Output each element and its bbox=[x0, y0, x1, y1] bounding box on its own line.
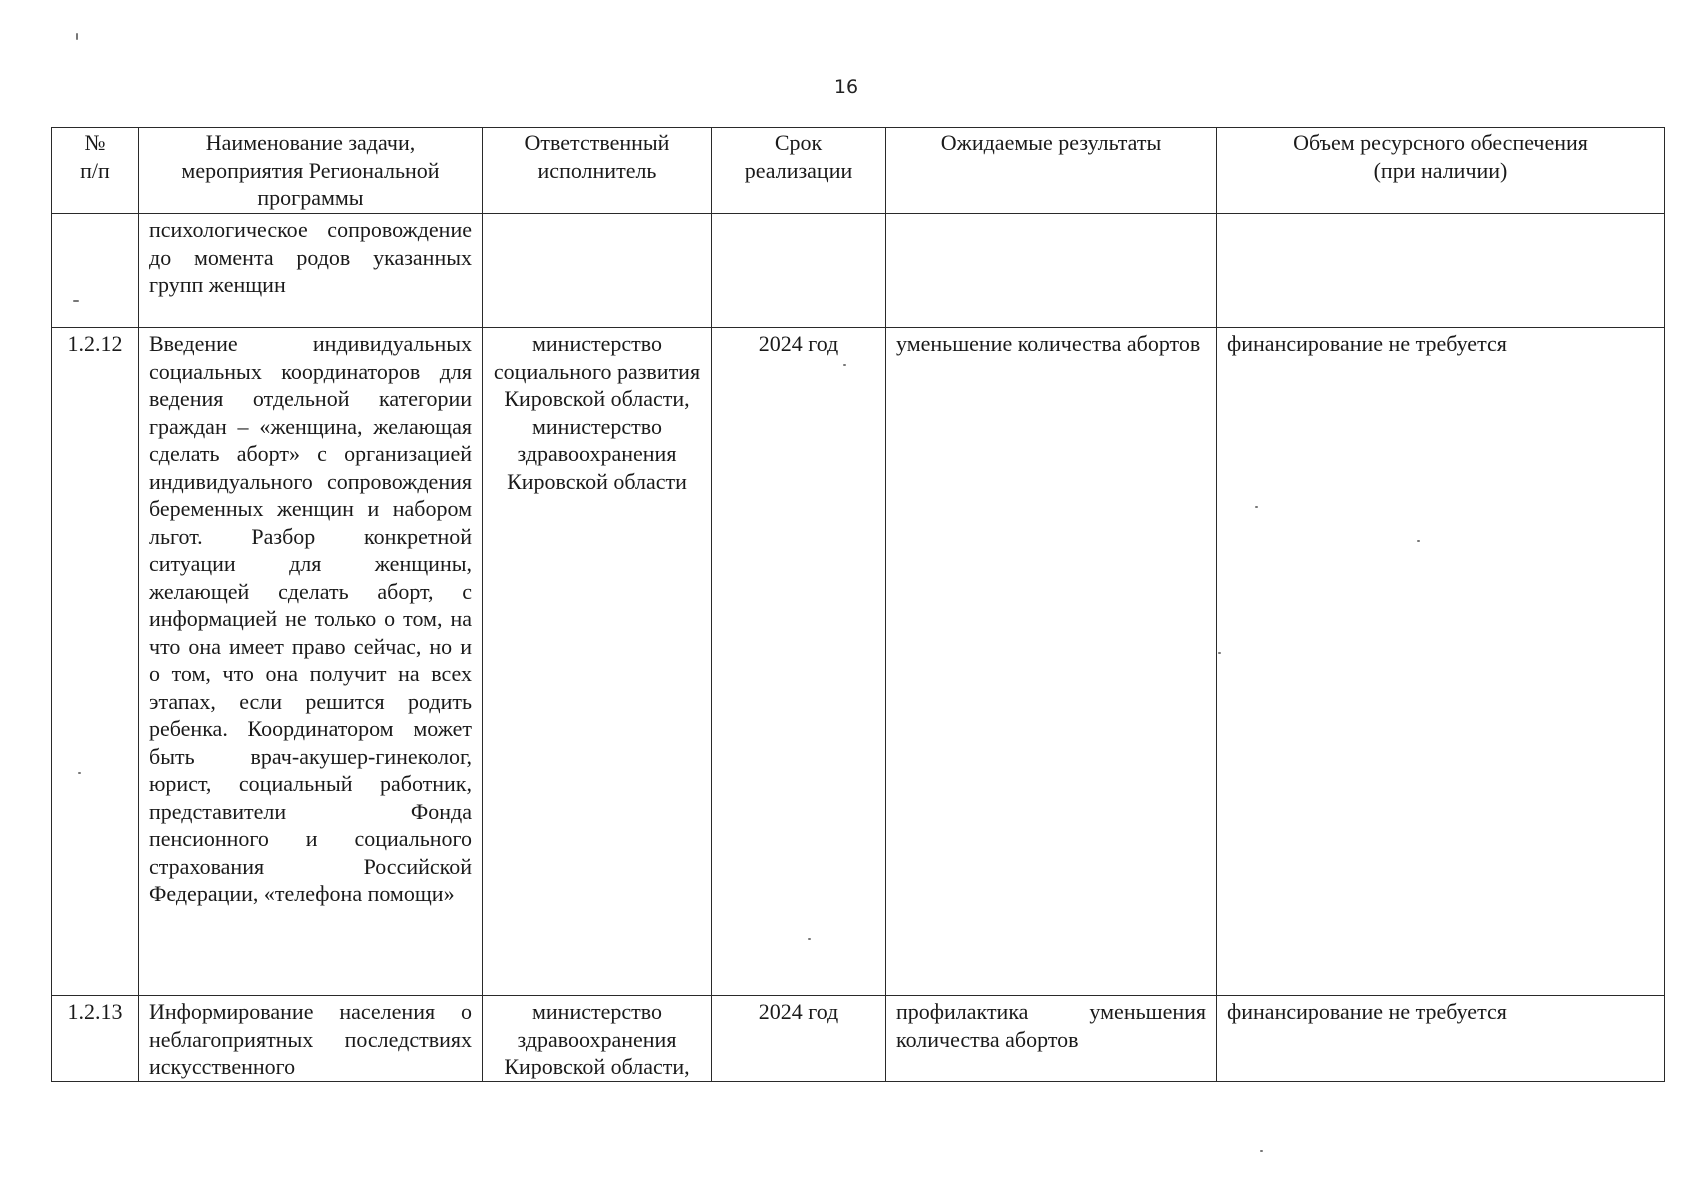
scan-speck bbox=[808, 938, 811, 940]
cell-number: 1.2.13 bbox=[52, 996, 139, 1082]
header-task: Наименование задачи, мероприятия Региональной программы bbox=[139, 128, 483, 214]
header-results: Ожидаемые результаты bbox=[886, 128, 1217, 214]
cell-resources bbox=[1217, 214, 1665, 328]
scan-speck bbox=[1417, 540, 1420, 542]
cell-term: 2024 год bbox=[712, 996, 886, 1082]
header-term: Срок реализации bbox=[712, 128, 886, 214]
cell-task: Введение индивидуальных социальных координаторов для ведения отдельной категории граждан – «женщина, желающая сделать аборт» с организацией индивидуального сопровождения беременных женщин и набором льгот. Разбор конкретной ситуации для женщины, желающей сделать аборт, с информацией не только о том, на что она имеет право сейчас, но и о том, что она получит на всех этапах, если решится родить ребенка. Координатором может быть врач-акушер-гинеколог, юрист, социальный работник, представители Фонда пенсионного и социального страхования Российской Федерации, «телефона помощи» bbox=[139, 328, 483, 996]
cell-resources: финансирование не требуется bbox=[1217, 328, 1665, 996]
cell-number bbox=[52, 214, 139, 328]
cell-results bbox=[886, 214, 1217, 328]
cell-results: профилактика уменьшения количества абортов bbox=[886, 996, 1217, 1082]
scan-speck bbox=[1218, 652, 1221, 654]
scan-speck bbox=[1260, 1150, 1263, 1152]
header-number: № п/п bbox=[52, 128, 139, 214]
cell-responsible bbox=[483, 214, 712, 328]
page-number: 16 bbox=[833, 76, 859, 98]
scan-speck bbox=[1255, 506, 1258, 508]
scan-speck bbox=[843, 364, 846, 366]
table-row bbox=[52, 996, 1665, 1082]
scan-speck bbox=[78, 772, 81, 774]
cell-responsible: министерство социального развития Кировской области, министерство здравоохранения Кировской области bbox=[483, 328, 712, 996]
cell-task: Информирование населения о неблагоприятных последствиях искусственного bbox=[139, 996, 483, 1082]
header-resources: Объем ресурсного обеспечения (при наличии) bbox=[1217, 128, 1665, 214]
cell-resources: финансирование не требуется bbox=[1217, 996, 1665, 1082]
cell-term bbox=[712, 214, 886, 328]
table-header-row bbox=[52, 128, 1665, 214]
cell-term: 2024 год bbox=[712, 328, 886, 996]
cell-task: психологическое сопровождение до момента родов указанных групп женщин bbox=[139, 214, 483, 328]
cell-responsible: министерство здравоохранения Кировской области, bbox=[483, 996, 712, 1082]
table-row bbox=[52, 214, 1665, 328]
scan-speck bbox=[76, 33, 78, 40]
program-table bbox=[51, 127, 1665, 1082]
cell-results: уменьшение количества абортов bbox=[886, 328, 1217, 996]
cell-number: 1.2.12 bbox=[52, 328, 139, 996]
scan-speck bbox=[73, 300, 79, 302]
header-responsible: Ответственный исполнитель bbox=[483, 128, 712, 214]
table-row bbox=[52, 328, 1665, 996]
